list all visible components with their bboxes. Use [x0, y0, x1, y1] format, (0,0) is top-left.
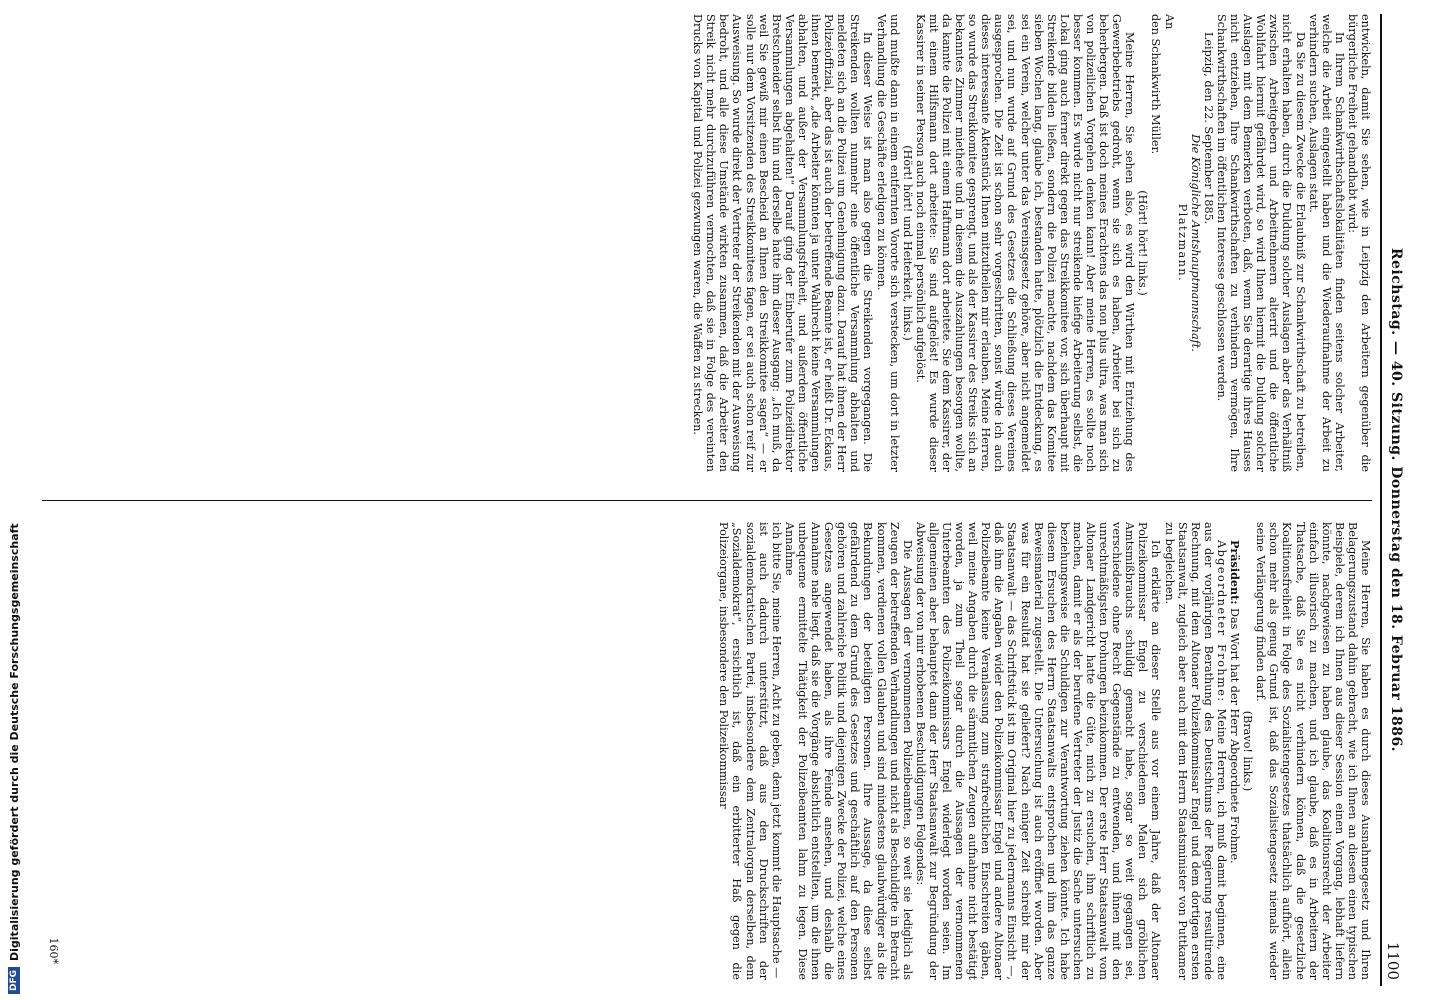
paragraph: entwickeln, damit Sie sehen, wie in Leipzig den Arbeitern gegenüber die bürgerliche Freiheit gehandhabt wird: [1345, 14, 1372, 472]
interjection: (Hört! hört! und Heiterkeit, links.) [900, 145, 914, 341]
credit-text: Digitalisierung gefördert durch die Deutsche Forschungsgemeinschaft [7, 523, 21, 961]
header-rule [1380, 14, 1382, 986]
paragraph-speaker [1163, 522, 1228, 980]
document-page [12, 0, 1412, 1000]
dfg-logo: DFG [8, 967, 20, 994]
paragraph: ist auch dadurch unterstützt, daß aus den Druckschriften der sozialdemokratischen Partei, insbesondere dem Zentralorgan derselben, dem „Sozialdemokrat“, ersichtlich ist, daß ein erbitterter Haß gegen die Polizeiorgane, insbesondere den Polizeikommissar [717, 522, 770, 980]
paragraph: Meine Herren, Sie haben es durch dieses Ausnahmegesetz und Ihren Belagerungszustand dahin gebracht, wie ich Ihnen an diesem einen typischen Beispiele, derem ich Ihnen aus dieser Session einen Vorgang, lebhaft liefern könnte, nachgewiesen zu haben glaube, das Koalitionsrecht der Arbeiter einfach illusorisch zu machen, und ich glaube, daß es in Arbeitern der Thatsache, daß Sie es nicht verhindern können, daß die gesetzliche Koalitionsfreiheit in Folge des Sozialistengesetzes thatsächlich aufhört, allein schon mehr als genug Grund ist, daß das Sozialistengesetz niemals wieder seine Verlängerung finden darf. [1254, 522, 1372, 980]
speech-text: Das Wort hat der Herr Abgeordnete Frohme. [1228, 608, 1242, 864]
paragraph: Die Aussagen der vernommenen Polizeibeamten, so weit sie lediglich als Zeugen der betreffenden Verhandlungen und nicht als Beschuldigte in Betracht kommen, verdienen vollen Glauben und sind mindestens glaubwürdiger als die Bekundungen der beteiligten Personen. Ihre Aussage, da diese selbst gefährdend zu dem Grund des Gesetzes und geschäftlich auf den Personen gehören und zahlreiche Politik und diejenigen Zwecke der Polizei, welche eines Gesetzes angewendet haben, als ihre Feinde ansehen, und deshalb die Annahme nahe liegt, daß sie die Vorgänge absichtlich entstellten, um die ihnen unbequeme ermittelte Thätigkeit der Polizeibeamten lahm zu legen. Diese Annahme [782, 522, 914, 980]
running-title: Reichstag. — 40. Sitzung. Donnerstag den 18. Februar 1886. [1388, 247, 1404, 753]
paragraph: ich bitte Sie, meine Herren, Acht zu geben, denn jetzt kommt die Hauptsache — [769, 522, 783, 979]
column-divider [42, 500, 1372, 501]
paragraph: In dieser Weise ist man also gegen die Streikenden vorgegangen. Die Streikenden wollten nunmehr eine öffentliche Versammlung abhalten und meldeten sich an die Polizei um Genehmigung dazu. Darauf hat ihnen der Herr Polizeioffizial, aber das ist auch der betreffende Beamte ist, er heißt Dr. Eckaus, ihnen bemerkt, „die Arbeiter könnten ja unter Wahlrecht keine Versammlungen abhalten, und außer der Versammlungsfreiheit, und außerdem öffentliche Versammlungen abgehalten!“ Darauf ging der Einberufer zum Polizeidirektor Bretschneider selbst hin und derselbe hatte ihm dieser Ausgang: „Ich muß, da weil Sie gewiß mir einen Bescheid an Ihnen den Streikkomitee sagen“ — er solle nur dem Vorsitzenden des Streikkomitees fagen, er sei auch schon reif zur Ausweisung. So wurde direkt der Vertreter der Streikenden mit der Ausweisung bedroht, und alle diese Umstände wirkten zusammen, daß die Arbeiter den Streik nicht mehr durchzuführen vermochten, daß sie in Folge des vereinten Drucks von Kapital und Polizei gezwungen waren, die Waffen zu strecken. [691, 14, 875, 472]
interjection: (Hört! hört! links.) [1136, 190, 1150, 296]
signature-authority: Die Königliche Amtshauptmannschaft. [1188, 134, 1202, 352]
speech-text: Meine Herren, ich muß damit beginnen, eine aus der vorjährigen Berathung des Deutschtums der Regierung resultirende Rechnung, mit dem Altonaer Polizeikommissar Engel und dem dortigen ersten Staatsanwalt, zugleich aber auch mit dem Herrn Staatsminister von Puttkamer zu begleichen. [1162, 522, 1228, 980]
page-number: 1100 [1384, 941, 1402, 980]
date-line: Leipzig, den 22. September 1885. [1201, 32, 1215, 225]
left-column [691, 14, 1372, 472]
paragraph: Da Sie zu diesem Zwecke die Erlaubniß zur Schankwirthschaft zu betreiben, nicht erhalten haben, durch die Duldung solcher Auslagen aber das Verhältniß zwischen Arbeitgebern und Arbeitnehmern alterirt und die öffentliche Wohlfahrt hiermit gefährdet wird, so wird Ihnen hiermit die Duldung solcher Auslagen mit dem Bemerken verboten, daß, wenn Sie derartige ihres Hauses nicht entziehen, Ihre Schankwirthschaften zu verhindern vermögen, Ihre Schankwirthschaften im öffentlichen Interesse geschlossen werden. [1214, 14, 1307, 472]
addressee-name: den Schankwirth Müller. [1149, 14, 1163, 155]
speaker-label: Präsident: [1228, 540, 1243, 605]
signature-name: Platzmann. [1175, 203, 1189, 283]
speaker-label: Abgeordneter Frohme: [1214, 540, 1228, 703]
paragraph: Meine Herren, Sie sehen also, es wird den Wirthen mit Entziehung des Gewerbebetriebs gedroht, wenn sie sich es haben, Arbeiter bei sich zu beherbergen. Daß ist doch meines Erachtens das non plus ultra, was man sich von polizeilichen Vorgehen denken kann! Aber meine Herren, es sollte noch besser kommen. Es wurde nicht nur streikende hiefige Arbeiterung selbst, die Lokal ging auch ferner direkt gegen das Streikkomitee vor, sich überhaupt mit Streikende bilden ließen, sondern die Polizei machte, nachdem das Komitee sieben Wochen lang, glaube ich, bestanden hatte, plötzlich die Entdeckung, es sei ein Verein, welcher unter das Vereinsgesetz gehöre, aber nicht angemeldet sei, und nun wurde auf Grund des Gesetzes die Schließung dieses Vereines ausgesprochen. Die Zeit ist schon sehr vorgeschritten, sonst würde ich auch dieses interessante Aktenstück Ihnen mitzutheilen mir erlauben. Meine Herren, so wurde das Streikkomitee gesprengt, und als der Kassirer des Streiks sich an bekanntes Zimmer miethete und in diesem die Auszahlungen besorgen wollte, da kannte die Polizei mit einem Haftmann dort arbeitete. Sie dem Kassirer, der mit einem Hilfsmann dort arbeitete: Sie sind aufgelöst! Es wurde dieser Kassirer in seiner Person auch noch einmal persönlich aufgelöst. [913, 14, 1137, 472]
signature-mark: 160* [47, 937, 60, 964]
paragraph-president [1228, 522, 1241, 980]
addressee-label: An [1162, 14, 1176, 30]
paragraph: und mußte dann in einem entfernten Vororte sich verstecken, um dort in letzter Verhandlung die Geschäfte erledigen zu können. [874, 14, 901, 472]
paragraph: In Ihrem Schankwirthschaftslokalitäten finden seitens solcher Arbeiter, welche die Arbeit eingestellt haben und die Wiederaufnahme der Arbeit zu verhindern suchen, Auslagen statt. [1306, 14, 1346, 472]
paragraph: Ich erklärte an dieser Stelle aus vor einem Jahre, daß der Altonaer Polizeikommissar Engel zu verschiedenen Malen sich gröblichen Amtsmißbrauchs schuldig gemacht habe, sogar so weit gegangen sei, verschiedene ohne Recht Gegenstände zu entwenden, und ihnen mit den unrechtmäßigsten Drohungen beizukommen. Der erste Herr Staatsanwalt vom Altonaer Landgericht hatte die Güte, mich zu ersuchen, ihm schriftlich zu machen, damit er als der berufene Vertreter der Justiz die Sache untersuchen beziehungsweise die Schuldigen zur Verantwortung ziehen könnte. Ich habe diesem Ersuchen des Herrn Staatsanwalts entsprochen und ihm das ganze Beweismaterial zugestellt. Die Untersuchung ist auch eröffnet worden. Aber was für ein Resultat hat sie geliefert? Nach einiger Zeit schreibt mir der Staatsanwalt — das Schriftstück ist im Original hier zu jedermanns Einsicht —, daß ihm die Angaben wider den Polizeikommissar Engel und andere Altonaer Polizeibeamte keine Veranlassung zum strafrechtlichen Einschreiten gäben, weil meine Angaben durch die sämmtlichen Zeugen aufnahme nicht bestätigt worden, ja zum Theil sogar durch die Aussagen der vernommenen Unterbeamten des Polizeikommissars Engel widerlegt worden seien. Im allgemeinen aber behauptet dann der Herr Staatsanwalt zur Begründung der Abweisung der von mir erhobenen Beschuldigungen Folgendes: [913, 522, 1163, 980]
interjection: (Bravo! links.) [1241, 710, 1255, 792]
right-column [717, 522, 1372, 980]
digitization-credit [4, 0, 24, 1000]
